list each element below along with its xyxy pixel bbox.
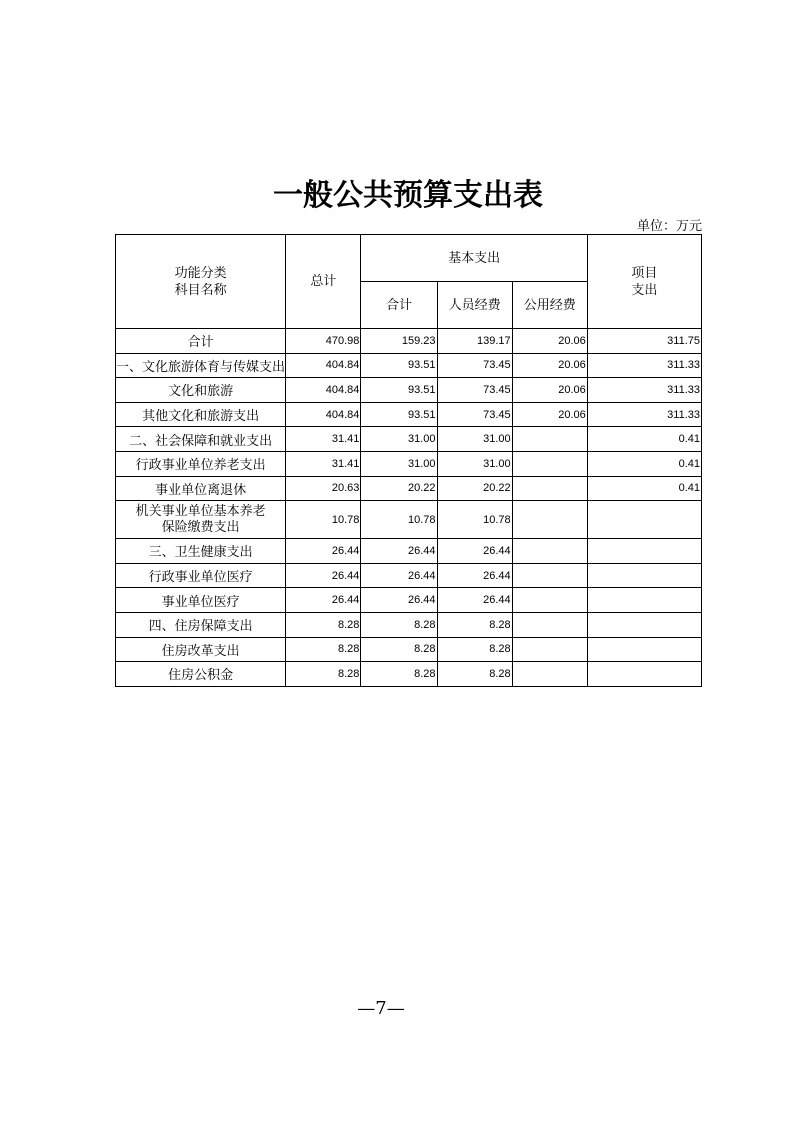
cell-total: 404.84 (286, 353, 361, 378)
cell-basic: 93.51 (361, 402, 437, 427)
table-row (116, 662, 702, 687)
header-public: 公用经费 (512, 282, 587, 329)
cell-basic: 26.44 (361, 588, 437, 613)
cell-basic: 93.51 (361, 353, 437, 378)
cell-personnel: 8.28 (437, 637, 512, 662)
cell-personnel: 20.22 (437, 476, 512, 501)
cell-personnel: 8.28 (437, 662, 512, 687)
table-row (116, 588, 702, 613)
header-category (116, 235, 286, 329)
row-name: 一、文化旅游体育与传媒支出 (116, 353, 286, 378)
cell-basic: 10.78 (361, 501, 437, 539)
header-project-line1: 项目 (631, 265, 658, 281)
cell-personnel: 8.28 (437, 612, 512, 637)
cell-personnel: 73.45 (437, 353, 512, 378)
row-name: 事业单位离退休 (116, 476, 286, 501)
row-name: 合计 (116, 329, 286, 354)
cell-public (512, 451, 587, 476)
row-name: 住房公积金 (116, 662, 286, 687)
cell-public (512, 588, 587, 613)
cell-public (512, 662, 587, 687)
table-row (116, 501, 702, 539)
cell-public (512, 612, 587, 637)
table-row (116, 612, 702, 637)
cell-project (587, 588, 701, 613)
table-row (116, 329, 702, 354)
cell-personnel: 26.44 (437, 563, 512, 588)
row-name: 四、住房保障支出 (116, 612, 286, 637)
cell-basic: 8.28 (361, 662, 437, 687)
cell-basic: 31.00 (361, 427, 437, 452)
cell-public (512, 501, 587, 539)
cell-total: 26.44 (286, 539, 361, 564)
cell-personnel: 73.45 (437, 402, 512, 427)
cell-total: 31.41 (286, 451, 361, 476)
cell-project: 0.41 (587, 451, 701, 476)
cell-total: 20.63 (286, 476, 361, 501)
header-category-line1: 功能分类 (174, 265, 227, 281)
row-name: 事业单位医疗 (116, 588, 286, 613)
cell-total: 404.84 (286, 402, 361, 427)
cell-project: 0.41 (587, 427, 701, 452)
header-basic: 基本支出 (361, 235, 587, 282)
row-name-line1: 机关事业单位基本养老 (135, 503, 266, 519)
cell-public (512, 539, 587, 564)
cell-project (587, 637, 701, 662)
unit-label: 单位：万元 (636, 219, 702, 234)
cell-project (587, 563, 701, 588)
cell-personnel: 73.45 (437, 378, 512, 403)
cell-public (512, 476, 587, 501)
row-name: 二、社会保障和就业支出 (116, 427, 286, 452)
cell-total: 470.98 (286, 329, 361, 354)
table-row (116, 539, 702, 564)
cell-project (587, 662, 701, 687)
cell-project (587, 612, 701, 637)
cell-total: 8.28 (286, 612, 361, 637)
table-row (116, 427, 702, 452)
row-name: 文化和旅游 (116, 378, 286, 403)
cell-public: 20.06 (512, 353, 587, 378)
cell-project (587, 501, 701, 539)
cell-public: 20.06 (512, 329, 587, 354)
header-project-line2: 支出 (631, 282, 658, 298)
table-row (116, 563, 702, 588)
budget-table (115, 234, 702, 687)
row-name: 行政事业单位医疗 (116, 563, 286, 588)
cell-total: 26.44 (286, 588, 361, 613)
cell-personnel: 26.44 (437, 588, 512, 613)
cell-public (512, 637, 587, 662)
cell-project (587, 539, 701, 564)
cell-personnel: 139.17 (437, 329, 512, 354)
cell-project: 311.75 (587, 329, 701, 354)
cell-public: 20.06 (512, 378, 587, 403)
row-name: 三、卫生健康支出 (116, 539, 286, 564)
cell-public (512, 563, 587, 588)
cell-basic: 31.00 (361, 451, 437, 476)
cell-total: 8.28 (286, 662, 361, 687)
row-name: 其他文化和旅游支出 (116, 402, 286, 427)
cell-public: 20.06 (512, 402, 587, 427)
cell-public (512, 427, 587, 452)
table-row (116, 378, 702, 403)
table-row (116, 637, 702, 662)
cell-project: 0.41 (587, 476, 701, 501)
cell-project: 311.33 (587, 378, 701, 403)
cell-total: 404.84 (286, 378, 361, 403)
cell-personnel: 26.44 (437, 539, 512, 564)
cell-total: 10.78 (286, 501, 361, 539)
cell-project: 311.33 (587, 353, 701, 378)
row-name: 住房改革支出 (116, 637, 286, 662)
cell-basic: 26.44 (361, 539, 437, 564)
cell-personnel: 10.78 (437, 501, 512, 539)
cell-personnel: 31.00 (437, 451, 512, 476)
header-personnel: 人员经费 (437, 282, 512, 329)
table-row (116, 451, 702, 476)
cell-project: 311.33 (587, 402, 701, 427)
header-basic-sum: 合计 (361, 282, 437, 329)
row-name-line2: 保险缴费支出 (161, 519, 240, 535)
cell-total: 8.28 (286, 637, 361, 662)
header-category-line2: 科目名称 (174, 282, 227, 298)
cell-basic: 26.44 (361, 563, 437, 588)
page-title: 一般公共预算支出表 (273, 178, 543, 213)
cell-total: 26.44 (286, 563, 361, 588)
row-name: 行政事业单位养老支出 (116, 451, 286, 476)
cell-total: 31.41 (286, 427, 361, 452)
cell-basic: 93.51 (361, 378, 437, 403)
cell-basic: 8.28 (361, 637, 437, 662)
cell-basic: 8.28 (361, 612, 437, 637)
table-row (116, 476, 702, 501)
page-number: —7— (357, 998, 405, 1019)
header-total: 总计 (286, 235, 361, 329)
header-project (587, 235, 701, 329)
cell-basic: 159.23 (361, 329, 437, 354)
table-row (116, 353, 702, 378)
cell-basic: 20.22 (361, 476, 437, 501)
row-name (116, 501, 286, 539)
cell-personnel: 31.00 (437, 427, 512, 452)
table-row (116, 402, 702, 427)
